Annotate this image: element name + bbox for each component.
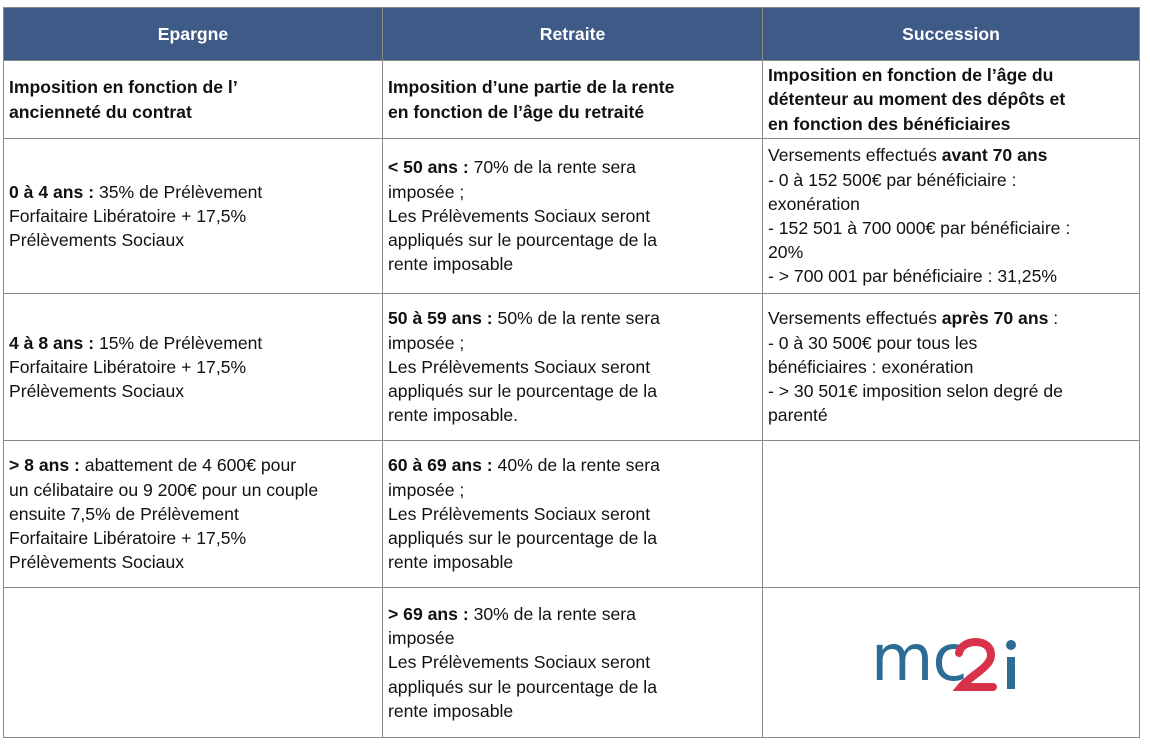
cell-line: Forfaitaire Libératoire + 17,5%: [9, 356, 247, 377]
subheader-line: Imposition en fonction de l’: [9, 77, 238, 98]
cell-logo: [763, 588, 1140, 738]
logo-container: [768, 588, 1134, 737]
cell-succession-after-70: [763, 294, 1140, 441]
age-bracket: 0 à 4 ans :: [9, 181, 95, 202]
cell-text: 30% de la rente sera: [468, 603, 636, 624]
cell-text: 35% de Prélèvement: [94, 181, 263, 202]
cell-line: rente imposable: [388, 254, 514, 275]
subheader-retraite: [383, 61, 763, 139]
cell-line: - 0 à 152 500€ par bénéficiaire :: [768, 169, 1017, 190]
subheader-row: [4, 61, 1140, 139]
table-row: [4, 139, 1140, 294]
cell-line: exonération: [768, 193, 860, 214]
cell-text: 70% de la rente sera: [468, 157, 636, 178]
table-row: [4, 294, 1140, 441]
cell-lead-line: [9, 180, 377, 204]
cell-line: Forfaitaire Libératoire + 17,5%: [9, 205, 247, 226]
cell-retraite-under-50: [383, 139, 763, 294]
cell-line: appliqués sur le pourcentage de la: [388, 676, 657, 697]
subheader-line: Imposition en fonction de l’âge du: [768, 65, 1054, 86]
cell-line: imposée: [388, 628, 455, 649]
cell-retraite-over-69: [383, 588, 763, 738]
logo-letters: mc: [871, 621, 967, 696]
header-row: [4, 8, 1140, 61]
cell-line: imposée ;: [388, 181, 465, 202]
cell-line: - 152 501 à 700 000€ par bénéficiaire :: [768, 218, 1071, 238]
age-bracket: avant 70 ans: [941, 145, 1048, 166]
cell-text: abattement de 4 600€ pour: [79, 455, 297, 476]
cell-lead-line: [388, 602, 757, 626]
age-bracket: 4 à 8 ans :: [9, 332, 95, 353]
cell-line: Prélèvements Sociaux: [9, 381, 185, 402]
cell-text: 50% de la rente sera: [492, 308, 660, 329]
logo-2i-mark: [951, 631, 1031, 695]
tax-table: [3, 7, 1140, 738]
cell-line: Les Prélèvements Sociaux seront: [388, 356, 651, 377]
cell-succession-before-70: [763, 139, 1140, 294]
cell-retraite-50-59: [383, 294, 763, 441]
cell-line: appliqués sur le pourcentage de la: [388, 381, 657, 402]
mc2i-logo: [871, 621, 1031, 696]
cell-text: Versements effectués: [768, 308, 942, 329]
table-row: [4, 588, 1140, 738]
cell-text: Versements effectués: [768, 145, 942, 166]
header-succession: Succession: [763, 8, 1140, 61]
cell-lead-line: [9, 331, 377, 355]
age-bracket: 60 à 69 ans :: [388, 455, 493, 476]
subheader-line: ancienneté du contrat: [9, 101, 192, 122]
cell-line: rente imposable: [388, 700, 514, 721]
cell-epargne-0-4: [4, 139, 383, 294]
age-bracket: < 50 ans :: [388, 157, 469, 178]
cell-line: Prélèvements Sociaux: [9, 552, 185, 573]
cell-empty: [4, 588, 383, 738]
cell-line: - > 700 001 par bénéficiaire : 31,25%: [768, 266, 1058, 287]
cell-line: parenté: [768, 405, 828, 426]
cell-text: 15% de Prélèvement: [94, 332, 263, 353]
cell-line: rente imposable: [388, 552, 514, 573]
cell-line: bénéficiaires : exonération: [768, 356, 974, 377]
cell-lead-line: [9, 453, 377, 477]
cell-retraite-60-69: [383, 441, 763, 588]
cell-line: - 0 à 30 500€ pour tous les: [768, 332, 978, 353]
cell-line: Forfaitaire Libératoire + 17,5%: [9, 528, 247, 549]
cell-lead-line: [388, 306, 757, 330]
cell-line: Les Prélèvements Sociaux seront: [388, 205, 651, 226]
cell-line: Les Prélèvements Sociaux seront: [388, 652, 651, 673]
cell-line: Prélèvements Sociaux: [9, 230, 185, 251]
cell-epargne-4-8: [4, 294, 383, 441]
subheader-line: en fonction de l’âge du retraité: [388, 101, 645, 122]
subheader-succession: [763, 61, 1140, 139]
cell-line: imposée ;: [388, 332, 465, 353]
cell-line: - > 30 501€ imposition selon degré de: [768, 381, 1063, 402]
cell-line: imposée ;: [388, 479, 465, 500]
cell-line: Les Prélèvements Sociaux seront: [388, 503, 651, 524]
header-retraite: Retraite: [383, 8, 763, 61]
cell-line: ensuite 7,5% de Prélèvement: [9, 503, 239, 524]
header-epargne: Epargne: [4, 8, 383, 61]
cell-epargne-over-8: [4, 441, 383, 588]
age-bracket: après 70 ans: [941, 308, 1049, 329]
cell-lead-line: [768, 143, 1134, 167]
subheader-line: en fonction des bénéficiaires: [768, 113, 1011, 134]
subheader-epargne: [4, 61, 383, 139]
age-bracket: > 69 ans :: [388, 603, 469, 624]
table-row: [4, 441, 1140, 588]
subheader-line: détenteur au moment des dépôts et: [768, 89, 1066, 110]
cell-empty: [763, 441, 1140, 588]
cell-text: 40% de la rente sera: [492, 455, 660, 476]
cell-line: rente imposable.: [388, 405, 519, 426]
cell-line: 20%: [768, 242, 804, 263]
age-bracket: > 8 ans :: [9, 455, 80, 476]
cell-line: appliqués sur le pourcentage de la: [388, 230, 657, 251]
cell-lead-line: [388, 155, 757, 179]
cell-line: appliqués sur le pourcentage de la: [388, 528, 657, 549]
subheader-line: Imposition d’une partie de la rente: [388, 77, 675, 98]
cell-text: :: [1048, 308, 1059, 329]
age-bracket: 50 à 59 ans :: [388, 308, 493, 329]
cell-lead-line: [768, 306, 1134, 330]
cell-lead-line: [388, 453, 757, 477]
cell-line: un célibataire ou 9 200€ pour un couple: [9, 479, 319, 500]
